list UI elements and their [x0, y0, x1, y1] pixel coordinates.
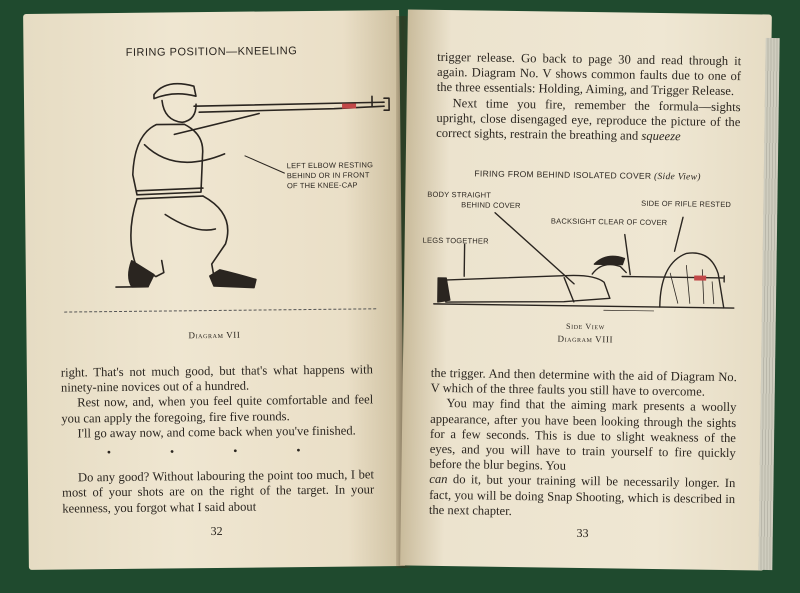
left-page — [23, 10, 405, 570]
diagram-caption: Diagram VII — [188, 329, 241, 341]
elbow-callout: LEFT ELBOW RESTING BEHIND OR IN FRONT OF THE KNEE-CAP — [286, 160, 374, 191]
paragraph: Do any good? Without labouring the point too much, I bet most of your shots are on the right of the target. In your keenness, you forgot what I said about — [62, 467, 375, 516]
right-body-text — [429, 366, 737, 522]
paragraph: trigger release. Go back to page 30 and read through it again. Diagram No. V shows common faults due to one of the three essentials: Holding, Aiming, and Trigger Release. — [436, 49, 742, 99]
prone-soldier-illustration — [424, 200, 746, 324]
diagram-title: FIRING FROM BEHIND ISOLATED COVER (Side View) — [474, 168, 701, 183]
rifle-callout: SIDE OF RIFLE RESTED — [641, 198, 732, 210]
paragraph: can do it, but your training will be necessarily longer. In fact, you will be doing Snap Shooting, which is described in the next chapter. — [428, 472, 736, 518]
diagram-caption: Diagram VIII — [557, 333, 614, 345]
legs-callout: LEGS TOGETHER — [422, 235, 489, 246]
backsight-callout: BACKSIGHT CLEAR OF COVER — [550, 216, 668, 228]
view-label: Side View — [566, 321, 605, 332]
section-separator: • • • • — [106, 442, 329, 460]
right-page — [400, 9, 772, 570]
paragraph: the trigger. And then determine with the aid of Diagram No. V which of the three faults you still have to overcome. — [430, 365, 737, 399]
paragraph: Rest now, and, when you feel quite comfortable and feel you can apply the foregoing, fire five rounds. — [61, 392, 374, 426]
running-head: FIRING POSITION—KNEELING — [125, 45, 298, 59]
paragraph: Next time you fire, remember the formula—sights upright, close disengaged eye, reproduce the picture of the correct sights, restrain the breathing and squeeze — [436, 95, 741, 144]
paragraph: right. That's not much good, but that's what happens with ninety-nine novices out of a hundred. — [60, 362, 373, 395]
left-body-text — [61, 362, 375, 516]
body-callout: BODY STRAIGHT BEHIND COVER — [427, 189, 521, 211]
page-number: 32 — [210, 523, 223, 539]
paragraph: You may find that the aiming mark presents a woolly appearance, after you have been looking through the sights for a few seconds. This is due to slight weakness of the eyes, and you will have to train yourself to fire quickly before the blur begins. You — [429, 396, 737, 473]
right-top-text — [436, 50, 741, 145]
paragraph: I'll go away now, and come back when you've finished. — [77, 423, 356, 441]
page-number: 33 — [576, 525, 589, 541]
open-book — [20, 12, 782, 574]
separator-line — [64, 308, 376, 312]
